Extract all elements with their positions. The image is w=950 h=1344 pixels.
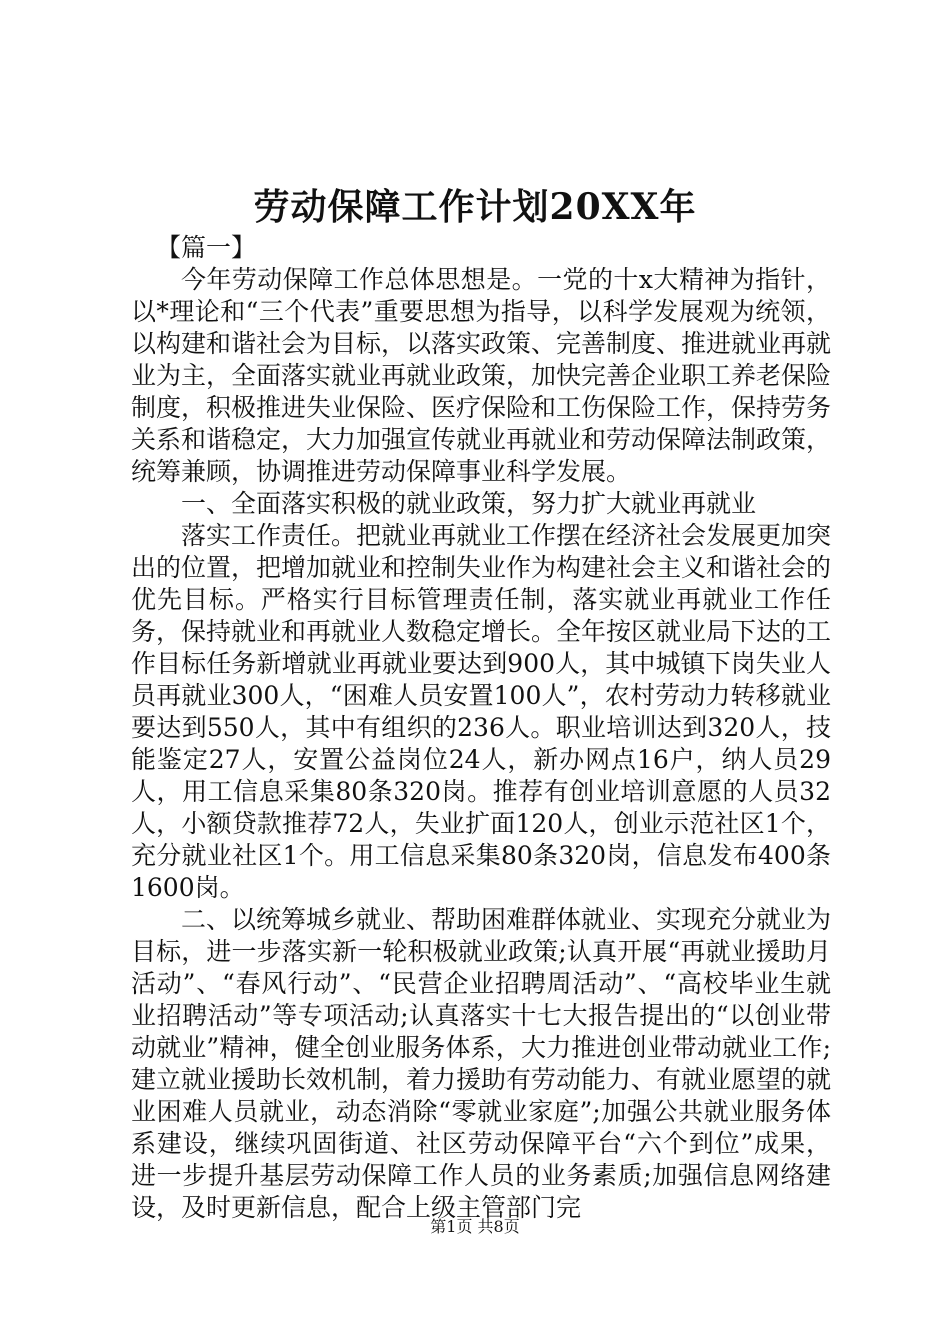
paragraph-overview: 今年劳动保障工作总体思想是。一党的十x大精神为指针，以*理论和“三个代表”重要思想为指导，以科学发展观为统领，以构建和谐社会为目标，以落实政策、完善制度、推进就业再就业为主，全面落实就业再就业政策，加快完善企业职工养老保险制度，积极推进失业保险、医疗保险和工伤保险工作，保持劳务关系和谐稳定，大力加强宣传就业再就业和劳动保障法制政策，统筹兼顾，协调推进劳动保障事业科学发展。 <box>131 265 832 486</box>
document-body <box>131 232 831 1224</box>
page-footer: 第1页 共8页 <box>430 1217 520 1236</box>
paragraph-heading-two: 二、以统筹城乡就业、帮助困难群体就业、实现充分就业为目标，进一步落实新一轮积极就业政策;认真开展“再就业援助月活动”、“春风行动”、“民营企业招聘周活动”、“高校毕业生就业招聘活动”等专项活动;认真落实十七大报告提出的“以创业带动就业”精神，健全创业服务体系，大力推进创业带动就业工作;建立就业援助长效机制，着力援助有劳动能力、有就业愿望的就业困难人员就业，动态消除“零就业家庭”;加强公共就业服务体系建设，继续巩固街道、社区劳动保障平台“六个到位”成果，进一步提升基层劳动保障工作人员的业务素质;加强信息网络建设，及时更新信息，配合上级主管部门完 <box>131 905 832 1222</box>
paragraph-responsibility: 落实工作责任。把就业再就业工作摆在经济社会发展更加突出的位置，把增加就业和控制失业作为构建社会主义和谐社会的优先目标。严格实行目标管理责任制，落实就业再就业工作任务，保持就业和再就业人数稳定增长。全年按区就业局下达的工作目标任务新增就业再就业要达到900人，其中城镇下岗失业人员再就业300人，“困难人员安置100人”，农村劳动力转移就业要达到550人，其中有组织的236人。职业培训达到320人，技能鉴定27人，安置公益岗位24人，新办网点16户，纳人员29人，用工信息采集80条320岗。推荐有创业培训意愿的人员32人，小额贷款推荐72人，失业扩面120人，创业示范社区1个，充分就业社区1个。用工信息采集80条320岗，信息发布400条1600岗。 <box>131 521 832 902</box>
document-title: 劳动保障工作计划20XX年 <box>253 186 697 228</box>
paragraph-heading-one: 一、全面落实积极的就业政策，努力扩大就业再就业 <box>181 489 757 518</box>
section-heading: 【篇一】 <box>156 233 257 262</box>
